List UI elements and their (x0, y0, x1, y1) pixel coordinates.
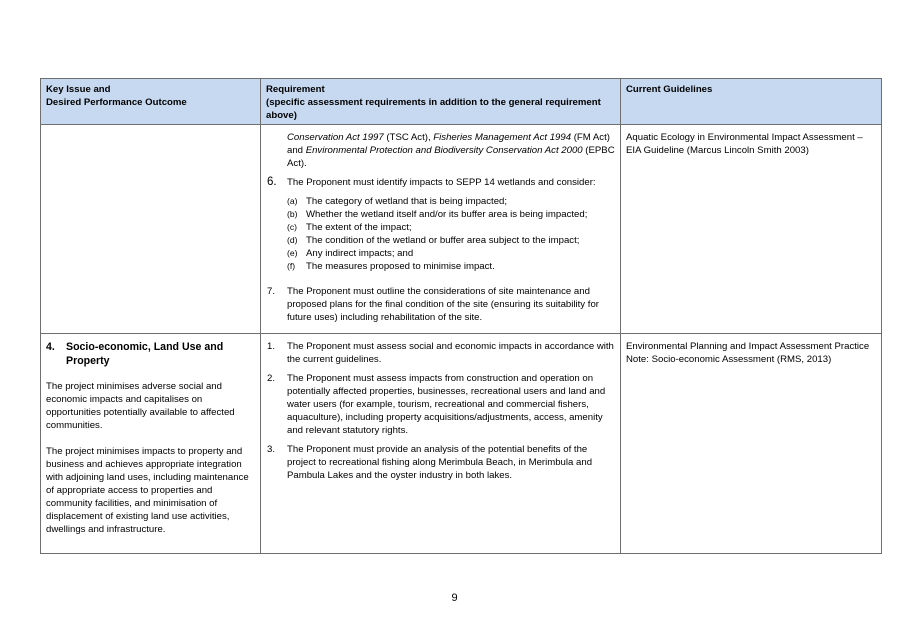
list-item-text: Whether the wetland itself and/or its buffer area is being impacted; (306, 209, 588, 220)
list-item (287, 195, 615, 208)
header-current-guidelines (621, 79, 882, 125)
header-requirement (261, 79, 621, 125)
requirement-2 (267, 372, 615, 437)
header-key-issue (41, 79, 261, 125)
list-item-text: The condition of the wetland or buffer area subject to the impact; (306, 235, 580, 246)
requirement-number: 7. (267, 286, 276, 297)
act-abbrev-epbc: (EPBC Act). (287, 145, 615, 169)
list-item (287, 221, 615, 234)
table-row (41, 125, 882, 334)
header-key-issue-line1: Key Issue and (46, 84, 111, 95)
list-item-text: The extent of the impact; (306, 222, 412, 233)
list-item (287, 208, 615, 221)
continued-requirement-text (267, 131, 615, 170)
requirement-7 (267, 285, 615, 324)
header-requirement-line2: (specific assessment requirements in addition to the general requirement above) (266, 97, 601, 121)
issue-heading (46, 340, 255, 368)
issue-title: Socio-economic, Land Use and Property (66, 341, 224, 367)
requirement-number: 6. (267, 176, 277, 188)
requirement-number: 2. (267, 373, 276, 384)
list-item-label: (e) (287, 248, 298, 258)
requirement-text: The Proponent must provide an analysis of the potential benefits of the project to recreational fishing along Merimbula Beach, in Merimbula and Pambula Lakes and the oyster industry in both lakes. (287, 444, 593, 481)
table-row (41, 334, 882, 554)
list-item (287, 247, 615, 260)
issue-number: 4. (46, 341, 55, 353)
requirement-number: 3. (267, 444, 276, 455)
list-item-text: The measures proposed to minimise impact. (306, 261, 495, 272)
requirement-3 (267, 443, 615, 482)
guideline-text: Aquatic Ecology in Environmental Impact Assessment – EIA Guideline (Marcus Lincoln Smith 2003) (626, 132, 863, 156)
header-requirement-line1: Requirement (266, 84, 325, 95)
requirement-number: 1. (267, 341, 276, 352)
performance-outcome: The project minimises impacts to property and business and achieves appropriate integration with adjoining land uses, including maintenance of appropriate access to properties and community facilities, and minimisation of displacement of existing land use activities, dwellings and infrastructure. (46, 446, 249, 535)
list-item-label: (b) (287, 209, 298, 219)
act-name-tsc: Conservation Act 1997 (287, 132, 384, 143)
act-abbrev-tsc: (TSC Act), (383, 132, 434, 143)
row1-guidelines-cell (621, 125, 882, 334)
row2-requirement-cell (261, 334, 621, 554)
row1-requirement-cell (261, 125, 621, 334)
requirements-table (40, 78, 882, 554)
act-name-fm: Fisheries Management Act 1994 (433, 132, 572, 143)
row1-key-issue-cell (41, 125, 261, 334)
header-key-issue-line2: Desired Performance Outcome (46, 97, 187, 108)
list-item-text: The category of wetland that is being impacted; (306, 196, 508, 207)
list-item-text: Any indirect impacts; and (306, 248, 414, 259)
requirement-1 (267, 340, 615, 366)
header-current-guidelines-label: Current Guidelines (626, 84, 713, 95)
list-item-label: (d) (287, 235, 298, 245)
page-number: 9 (451, 592, 458, 604)
list-item (287, 260, 615, 273)
list-item-label: (f) (287, 261, 296, 271)
list-item-label: (a) (287, 196, 298, 206)
wetland-considerations-list (267, 195, 615, 273)
requirement-6 (267, 176, 615, 189)
performance-outcome: The project minimises adverse social and economic impacts and capitalises on opportunities potentially available to affected communities. (46, 381, 235, 431)
list-item (287, 234, 615, 247)
requirement-text: The Proponent must assess social and economic impacts in accordance with the current guidelines. (287, 341, 614, 365)
act-name-epbc: Environmental Protection and Biodiversity Conservation Act 2000 (305, 145, 583, 156)
row2-key-issue-cell (41, 334, 261, 554)
table-header-row (41, 79, 882, 125)
requirement-text: The Proponent must identify impacts to SEPP 14 wetlands and consider: (287, 177, 596, 188)
requirement-text: The Proponent must outline the considerations of site maintenance and proposed plans for the final condition of the site (ensuring its suitability for future uses) including rehabilitation of the site. (287, 286, 599, 323)
list-item-label: (c) (287, 222, 298, 232)
guideline-text: Environmental Planning and Impact Assessment Practice Note: Socio-economic Assessment (RMS, 2013) (626, 341, 870, 365)
row2-guidelines-cell (621, 334, 882, 554)
requirement-text: The Proponent must assess impacts from construction and operation on potentially affected properties, businesses, recreational users and land and water users (for example, tourism, recreational and commercial fishers, aquaculture), including property acquisitions/adjustments, access, amenity and relevant statutory rights. (287, 373, 606, 436)
act-abbrev-fm: (FM Act) and (287, 132, 610, 156)
